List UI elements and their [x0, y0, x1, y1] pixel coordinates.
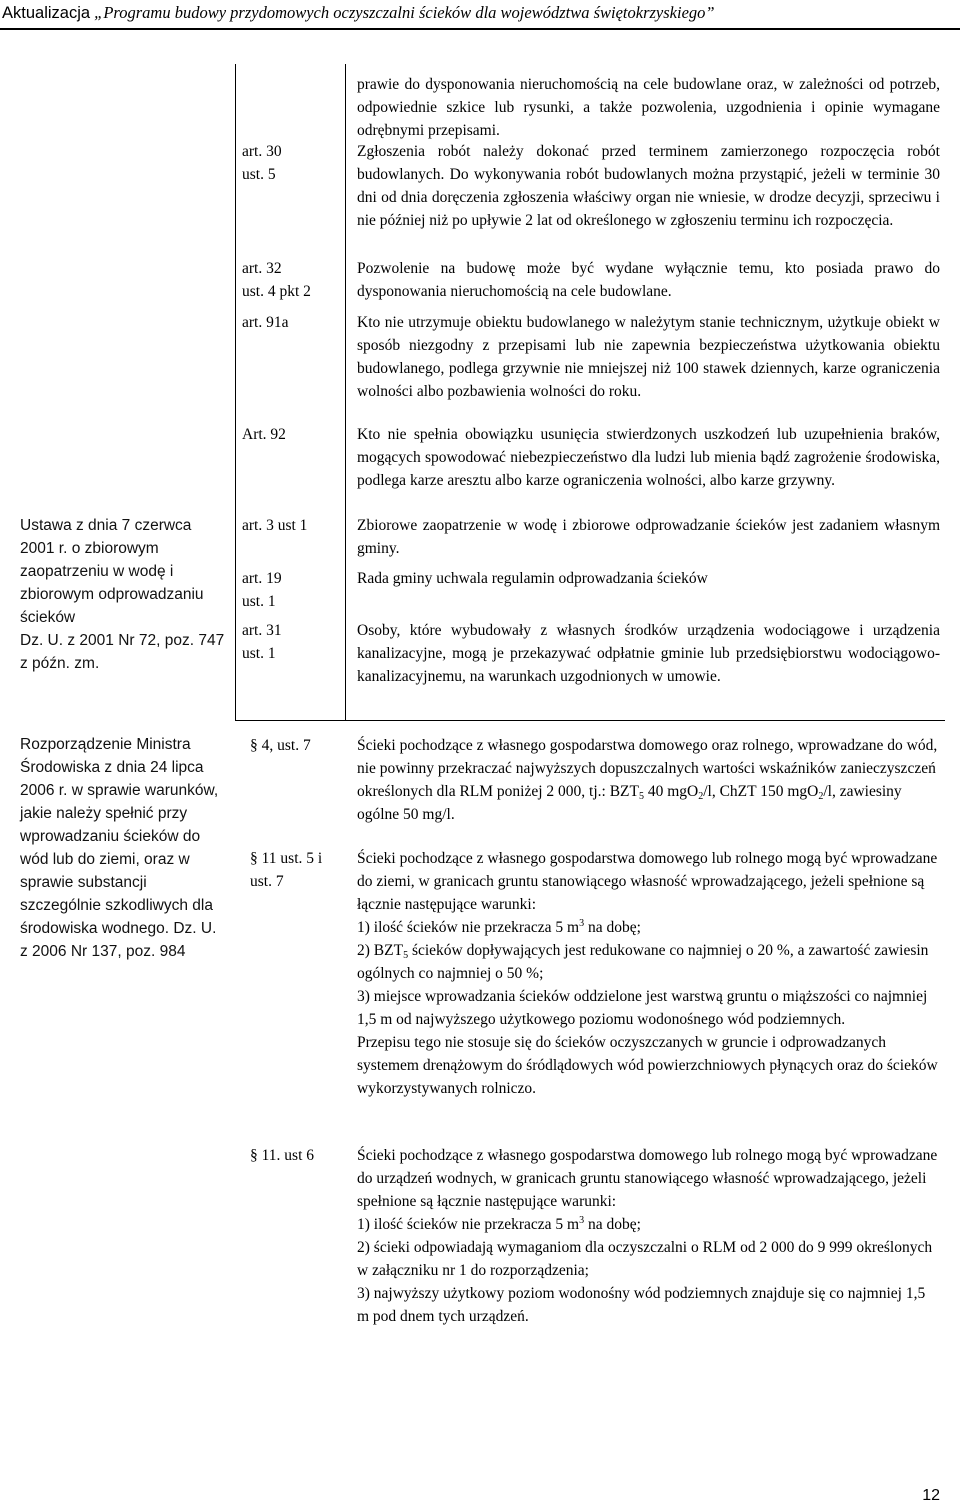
- table-border-mid: [345, 64, 346, 720]
- text-part: /l, zawiesiny ogólne 50 mg/l.: [357, 783, 902, 823]
- ref-line: art. 91a: [242, 314, 289, 331]
- text-part: 2) BZT: [357, 942, 404, 959]
- ref-art19: [242, 567, 282, 613]
- text-art92: Kto nie spełnia obowiązku usunięcia stwierdzonych uszkodzeń lub uzupełnienia braków, mogących spowodować niebezpieczeństwo dla ludzi lub mienia bądź zagrożenie środowiska, podlega karze aresztu albo karze ograniczenia wolności, albo karze grzywny.: [357, 426, 940, 489]
- ref-line: § 11 ust. 5 i: [250, 850, 323, 867]
- superscript: 3: [579, 1215, 585, 1226]
- text-art31: Osoby, które wybudowały z własnych środków urządzenia wodociągowe i urządzenia kanalizacyjne, mogą je przekazywać odpłatnie gminie lub przedsiębiorstwu wodociągowo-kanalizacyjnemu, na warunkach uzgodnionych w umowie.: [357, 622, 940, 685]
- text-par11: [357, 847, 940, 1100]
- text-art30: Zgłoszenia robót należy dokonać przed terminem zamierzonego rozpoczęcia robót budowlanych. Do wykonywania robót budowlanych można przystąpić, jeżeli w terminie 30 dni od dnia doręczenia zgłoszenia właściwy organ nie wniesie, w drodze decyzji, sprzeciwu i nie później niż po upływie 2 lat od określonego w zgłoszeniu terminu ich rozpoczęcia.: [357, 143, 940, 229]
- list-item: [357, 939, 940, 985]
- header-title: „Programu budowy przydomowych oczyszczalni ścieków dla województwa świętokrzyskiego”: [90, 3, 715, 22]
- list-item: [357, 1213, 940, 1236]
- page-number: 12: [922, 1487, 940, 1504]
- ref-art30: [242, 140, 282, 186]
- ref-line: ust. 1: [242, 645, 276, 662]
- text-par4: [357, 734, 940, 826]
- ref-line: ust. 5: [242, 166, 276, 183]
- ref-line: art. 32: [242, 260, 282, 277]
- text-part: ścieków dopływających jest redukowane co najmniej o 20 %, a zawartość zawiesin ogólnych co najmniej o 50 %;: [357, 942, 929, 982]
- text-part: Ścieki pochodzące z własnego gospodarstwa domowego oraz rolnego, wprowadzane do wód, nie powinny przekraczać najwyższych dopuszczalnych wartości wskaźników zanieczyszczeń określonych dla RLM poniżej 2 000, tj.: BZT: [357, 737, 938, 800]
- ref-line: ust. 4 pkt 2: [242, 283, 311, 300]
- table-border-left: [235, 64, 236, 720]
- text-art91a: Kto nie utrzymuje obiektu budowlanego w należytym stanie technicznym, użytkuje obiekt w sposób niezgodny z przepisami lub nie zapewnia bezpieczeństwa użytkowania obiektu budowlanego, podlega grzywnie nie mniejszej niż 100 stawek dziennych, karze ograniczenia wolności albo pozbawienia wolności do roku.: [357, 314, 940, 400]
- law-title: Ustawa z dnia 7 czerwca 2001 r. o zbiorowym zaopatrzeniu w wodę i zbiorowym odprowadzaniu ścieków: [20, 517, 204, 626]
- list-item: 3) miejsce wprowadzania ścieków oddzielone jest warstwą gruntu o miąższości co najmniej 1,5 m od najwyższego użytkowego poziomu wodonośnego wód podziemnych.: [357, 988, 928, 1028]
- ref-line: art. 19: [242, 570, 282, 587]
- law-title-rozporzadzenie: Rozporządzenie Ministra Środowiska z dnia 24 lipca 2006 r. w sprawie warunków, jakie należy spełnić przy wprowadzaniu ścieków do wód lub do ziemi, oraz w sprawie substancji szczególnie szkodliwych dla środowiska wodnego. Dz. U. z 2006 Nr 137, poz. 984: [20, 736, 219, 960]
- subscript: 5: [403, 950, 409, 961]
- text-art3: Zbiorowe zaopatrzenie w wodę i zbiorowe odprowadzanie ścieków jest zadaniem własnym gminy.: [357, 517, 940, 557]
- text-part: 1) ilość ścieków nie przekracza 5 m: [357, 919, 580, 936]
- page-header: [0, 0, 960, 30]
- text-part: na dobę;: [584, 1216, 641, 1233]
- ref-par11-6: § 11. ust 6: [250, 1147, 315, 1164]
- text-part: /l, ChZT 150 mgO: [703, 783, 819, 800]
- ref-art3: [242, 514, 307, 537]
- ref-par11: [250, 847, 322, 893]
- ref-line: ust. 7: [250, 873, 284, 890]
- list-item: 3) najwyższy użytkowy poziom wodonośny wód podziemnych znajduje się co najmniej 1,5 m pod dnem tych urządzeń.: [357, 1285, 926, 1325]
- subscript: 2: [698, 791, 704, 802]
- law-title-ustawa: [20, 514, 228, 675]
- ref-line: art. 31: [242, 622, 282, 639]
- subscript: 5: [638, 791, 644, 802]
- table-border-bottom: [235, 720, 345, 721]
- ref-line: art. 3 ust 1: [242, 517, 308, 534]
- ref-art92: [242, 423, 286, 446]
- ref-line: Art. 92: [242, 426, 286, 443]
- list-item: [357, 916, 940, 939]
- paragraph: Ścieki pochodzące z własnego gospodarstwa domowego lub rolnego mogą być wprowadzane do ziemi, w granicach gruntu stanowiącego własność wprowadzającego, jeżeli spełnione są łącznie następujące warunki:: [357, 850, 938, 913]
- intro-text: prawie do dysponowania nieruchomością na cele budowlane oraz, w zależności od potrzeb, odpowiednie szkice lub rysunki, a także pozwolenia, uzgodnienia i opinie wymagane odrębnymi przepisami.: [357, 76, 940, 139]
- text-par11-6: [357, 1144, 940, 1328]
- text-part: 40 mgO: [643, 783, 699, 800]
- ref-par4: § 4, ust. 7: [250, 737, 311, 754]
- ref-line: art. 30: [242, 143, 282, 160]
- text-art19: Rada gminy uchwala regulamin odprowadzania ścieków: [357, 570, 708, 587]
- superscript: 3: [579, 918, 585, 929]
- text-part: na dobę;: [584, 919, 641, 936]
- paragraph: Przepisu tego nie stosuje się do ścieków oczyszczanych w gruncie i odprowadzanych systemem drenążowym do śródlądowych wód powierzchniowych płynących oraz do ścieków wykorzystywanych rolniczo.: [357, 1034, 938, 1097]
- ref-line: ust. 1: [242, 593, 276, 610]
- text-art32: Pozwolenie na budowę może być wydane wyłącznie temu, kto posiada prawo do dysponowania nieruchomością na cele budowlane.: [357, 260, 940, 300]
- subscript: 2: [818, 791, 824, 802]
- ref-art31: [242, 619, 282, 665]
- list-item: 2) ścieki odpowiadają wymaganiom dla oczyszczalni o RLM od 2 000 do 9 999 określonych w załączniku nr 1 do rozporządzenia;: [357, 1239, 933, 1279]
- header-prefix: Aktualizacja: [2, 4, 91, 22]
- text-part: 1) ilość ścieków nie przekracza 5 m: [357, 1216, 580, 1233]
- table-border-bottom-right: [345, 720, 945, 721]
- ref-art32: [242, 257, 311, 303]
- paragraph: Ścieki pochodzące z własnego gospodarstwa domowego lub rolnego mogą być wprowadzane do urządzeń wodnych, w granicach gruntu stanowiącego własność wprowadzającego, jeżeli spełnione są łącznie następujące warunki:: [357, 1147, 938, 1210]
- ref-art91a: [242, 311, 288, 334]
- law-source: Dz. U. z 2001 Nr 72, poz. 747 z późn. zm.: [20, 632, 225, 672]
